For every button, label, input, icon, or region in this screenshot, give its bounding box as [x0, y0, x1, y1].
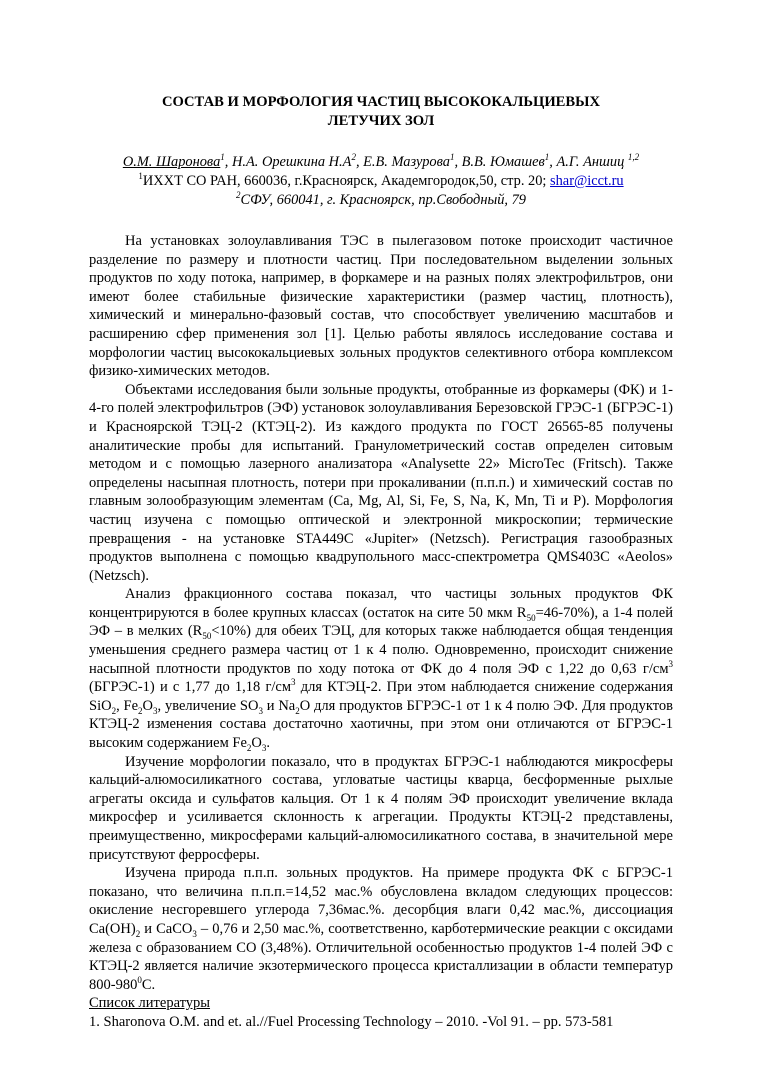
- title-line-1: СОСТАВ И МОРФОЛОГИЯ ЧАСТИЦ ВЫСОКОКАЛЬЦИЕВЫХ: [161, 94, 601, 110]
- text-run: <10%) для обеих ТЭЦ, для которых также наблюдается общая тенденция уменьшения среднего размера частиц от 1 к 4 полю. Одновременно, происходит снижение насыпной плотности продуктов по ходу потока от ФК до 4 поля ЭФ с 1,22 до 0,63 г/см: [89, 623, 673, 677]
- paragraph-intro: На установках золоулавливания ТЭС в пылегазовом потоке происходит частичное разделение по размеру и плотности частиц. При последовательном выделении зольных продуктов по ходу потока, например, в форкамере и на разных полях электрофильтров, они имеют более стабильные физические характеристики (размер частиц, плотность), химический и минерально-фазовый состав, что способствует увеличению масштабов и расширению сфер применения зол [1]. Целью работы являлось исследование состава и морфологии частиц высококальциевых зольных продуктов селективного отбора комплексом физико-химических методов.: [89, 233, 673, 380]
- author-5-affil: 1,2: [627, 152, 640, 163]
- author-4: , В.В. Юмашев: [454, 154, 545, 170]
- text-run: O для продуктов БГРЭС-1 от 1 к 4 полю ЭФ. Для продуктов КТЭЦ-2 изменения состава достаточно хаотичны, при этом они отличаются от БГРЭС-1 высоким содержанием Fe: [89, 697, 674, 752]
- affiliation-1-marker: 1: [138, 171, 143, 182]
- author-3-affil: 1: [449, 152, 455, 163]
- subscript: 2: [138, 705, 143, 716]
- text-run: Анализ фракционного состава показал, что частицы зольных продуктов ФК концентрируются в более крупных классах (остаток на сите 50 мкм R: [89, 586, 673, 621]
- text-run: – 0,76 и 2,50 мас.%, соответственно, карботермические реакции с оксидами железа с образованием CO (3,48%). Отличительной особенностью продуктов 1-4 полей ЭФ с КТЭЦ-2 является наличие экзотермического процесса кристаллизации в области температур 800-980: [89, 920, 673, 993]
- text-run: .: [266, 735, 271, 752]
- subscript: 3: [258, 705, 263, 716]
- author-2: , Н.А. Орешкина Н.А: [224, 154, 352, 170]
- author-1: О.М. Шаронова: [122, 154, 221, 170]
- affiliation-2: [89, 191, 673, 210]
- affiliation-1-text: ИХХТ СО РАН, 660036, г.Красноярск, Академгородок,50, стр. 20;: [142, 173, 551, 189]
- text-run: и CaCO: [140, 920, 193, 937]
- text-run: С.: [141, 976, 156, 993]
- author-3: , Е.В. Мазурова: [355, 154, 450, 170]
- email-link[interactable]: shar@icct.ru: [550, 173, 624, 189]
- paragraph-morphology: Изучение морфологии показало, что в продуктах БГРЭС-1 наблюдаются микросферы кальций-алюмосиликатного состава, угловатые частицы кварца, бесформенные рыхлые агрегаты оксида и сульфатов кальция. От 1 к 4 полям ЭФ происходит увеличение вклада микросфер и усиливается склонность к агрегации. Продукты КТЭЦ-2 представлены, преимущественно, микросферами кальций-алюмосиликатного состава, в значительной мере присутствуют ферросферы.: [89, 753, 673, 863]
- paragraph-loi: [89, 864, 673, 994]
- author-2-affil: 2: [351, 152, 356, 163]
- references-heading: Список литературы: [89, 995, 211, 1012]
- subscript: 2: [135, 928, 141, 939]
- paragraph-fractional: [89, 585, 673, 752]
- text-run: для КТЭЦ-2. При этом наблюдается снижение содержания SiO: [89, 679, 673, 714]
- paragraph-methods: Объектами исследования были зольные продукты, отобранные из форкамеры (ФК) и 1-4-го полей электрофильтров (ЭФ) установок золоулавливания Березовской ГРЭС-1 (БГРЭС-1) и Красноярской ТЭЦ-2 (КТЭЦ-2). Из каждого продукта по ГОСТ 26565-85 получены аналитические пробы для испытаний. Гранулометрический состав определен ситовым методом и с помощью лазерного анализатора «Analysette 22» MicroTec (Fritsch). Также определены насыпная плотность, потери при прокаливании (п.п.п.) и химический состав по главным золообразующим элементам (Ca, Mg, Al, Si, Fe, S, Na, K, Mn, Ti и P). Морфология частиц изучена с помощью оптической и электронной микроскопии; термические превращения - на установке STA449C «Jupiter» (Netzsch). Регистрация газообразных продуктов выполнена с помощью квадрупольного масс-спектрометра QMS403C «Aeolos» (Netzsch).: [89, 381, 673, 584]
- text-run: (БГРЭС-1) и с 1,77 до 1,18 г/см: [89, 679, 292, 696]
- affiliation-2-marker: 2: [235, 190, 241, 201]
- affiliation-2-text: СФУ, 660041, г. Красноярск, пр.Свободный, 79: [240, 192, 527, 208]
- subscript: 2: [246, 742, 252, 753]
- subscript: 50: [526, 612, 536, 623]
- author-4-affil: 1: [544, 152, 550, 163]
- superscript: 3: [291, 677, 296, 688]
- reference-1: 1. Sharonova O.M. and et. al.//Fuel Processing Technology – 2010. -Vol 91. – pp. 573-581: [89, 1013, 614, 1030]
- paper-title: [89, 93, 673, 131]
- text-run: и Na: [262, 697, 296, 714]
- author-1-affil: 1: [220, 152, 225, 163]
- superscript: 3: [668, 658, 673, 669]
- subscript: 3: [153, 705, 158, 716]
- text-run: O: [142, 697, 154, 714]
- text-run: =46-70%), а 1-4 полей ЭФ – в мелких (R: [89, 604, 673, 640]
- subscript: 3: [261, 742, 267, 753]
- subscript: 3: [192, 928, 197, 939]
- article-body: [89, 232, 673, 1032]
- text-run: O: [251, 735, 262, 752]
- author-list: [89, 153, 673, 172]
- text-run: , увеличение SO: [157, 697, 259, 714]
- subscript: 50: [202, 631, 212, 642]
- title-line-2: ЛЕТУЧИХ ЗОЛ: [327, 113, 435, 129]
- author-5: , А.Г. Аншиц: [549, 154, 628, 170]
- subscript: 2: [295, 705, 300, 716]
- document-page: [89, 93, 673, 1032]
- superscript: 0: [137, 974, 142, 985]
- text-run: , Fe: [116, 697, 139, 714]
- subscript: 2: [111, 705, 117, 716]
- affiliation-1: [89, 172, 673, 191]
- text-run: Изучена природа п.п.п. зольных продуктов. На примере продукта ФК с БГРЭС-1 показано, что величина п.п.п.=14,52 мас.% обусловлена вкладом следующих процессов: окисление несгоревшего углерода 7,36мас.%. десорбция влаги 0,42 мас.%, диссоциация Ca(OH): [89, 865, 673, 937]
